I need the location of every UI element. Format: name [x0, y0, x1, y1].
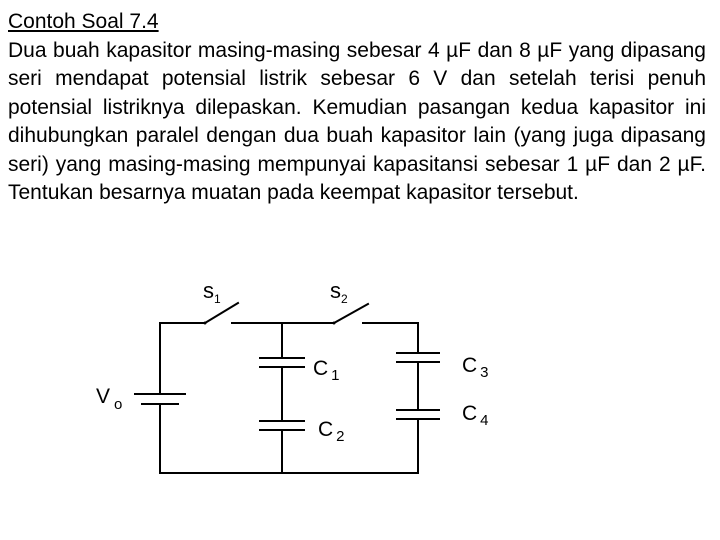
switch1-label [203, 278, 221, 306]
switch2-label [330, 278, 348, 306]
cap1-label [313, 357, 343, 384]
cap1-label-sub: 1 [331, 367, 343, 384]
switch1-label-sub: 1 [214, 292, 221, 306]
switch2-label-sub: 2 [341, 292, 348, 306]
cap4-label [462, 402, 492, 429]
cap3-label-base: C [462, 354, 481, 377]
cap3-label-sub: 3 [480, 364, 492, 381]
source-label-base: V [96, 385, 115, 408]
cap2-label-sub: 2 [336, 428, 348, 445]
switch1-label-base: s [203, 278, 214, 303]
problem-title: Contoh Soal 7.4 [8, 10, 159, 33]
cap4-label-base: C [462, 402, 481, 425]
source-label-sub: o [114, 396, 127, 413]
cap3-label [462, 354, 492, 381]
cap2-label [318, 418, 348, 445]
cap4-label-sub: 4 [480, 412, 492, 429]
switch2-label-base: s [330, 278, 341, 303]
cap1-label-base: C [313, 357, 332, 380]
switch1-blade[interactable] [205, 303, 238, 323]
switch2-blade[interactable] [334, 304, 368, 323]
cap2-label-base: C [318, 418, 337, 441]
source-label [96, 385, 126, 413]
problem-body: Dua buah kapasitor masing-masing sebesar 4 µF dan 8 µF yang dipasang seri mendapat potensial listrik sebesar 6 V dan setelah terisi penuh potensial listriknya dilepaskan. Kemudian pasangan kedua kapasitor ini dihubungkan paralel dengan dua buah kapasitor lain (yang juga dipasang seri) yang masing-masing mempunyai kapasitansi sebesar 1 µF dan 2 µF. Tentukan besarnya muatan pada keempat kapasitor tersebut. [8, 38, 706, 204]
